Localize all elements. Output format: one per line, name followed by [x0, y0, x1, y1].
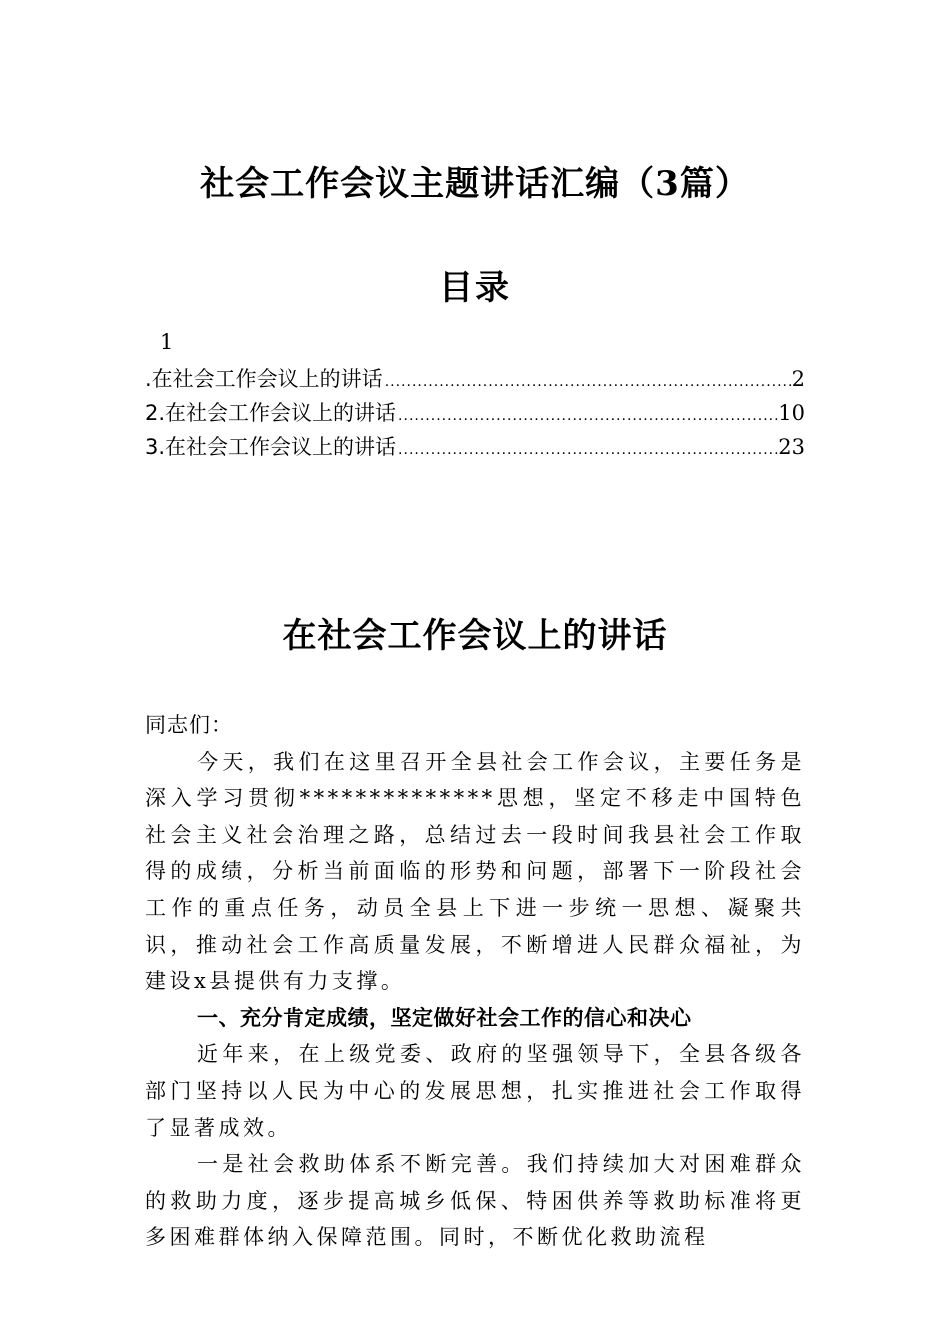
speech-title: 在社会工作会议上的讲话 — [282, 616, 668, 656]
toc-leader-dots — [396, 399, 778, 433]
section-heading-1: 一、充分肯定成绩，坚定做好社会工作的信心和决心 — [197, 1005, 692, 1030]
body-paragraph: 近年来，在上级党委、政府的坚强领导下，全县各级各部门坚持以人民为中心的发展思想，扎实推进社会工作取得了显著成效。 — [145, 1042, 805, 1140]
document-title: 社会工作会议主题讲话汇编（3篇） — [200, 164, 750, 204]
toc-entry-1[interactable] — [145, 362, 805, 396]
intro-paragraph: 今天，我们在这里召开全县社会工作会议，主要任务是深入学习贯彻**************思想，坚定不移走中国特色社会主义社会治理之路，总结过去一段时间我县社会工作取得的成绩，分析当前面临的形势和问题，部署下一阶段社会工作的重点任务，动员全县上下进一步统一思想、凝聚共识，推动社会工作高质量发展，不断增进人民群众福祉，为建设x县提供有力支撑。 — [145, 749, 805, 994]
toc-entry-page: 2 — [791, 367, 805, 391]
toc-entry-page: 23 — [778, 435, 805, 459]
toc-entry-label: .在社会工作会议上的讲话 — [145, 367, 383, 391]
toc-entry-3[interactable] — [145, 430, 805, 464]
toc-entry-label: 3.在社会工作会议上的讲话 — [145, 435, 397, 459]
toc-entry-label: 2.在社会工作会议上的讲话 — [145, 401, 397, 425]
table-of-contents — [145, 362, 805, 464]
toc-entry-2[interactable] — [145, 396, 805, 430]
toc-leader-dots — [396, 433, 778, 467]
toc-first-number: 1 — [160, 330, 174, 354]
body-paragraph: 一是社会救助体系不断完善。我们持续加大对困难群众的救助力度，逐步提高城乡低保、特困供养等救助标准将更多困难群体纳入保障范围。同时，不断优化救助流程 — [145, 1152, 805, 1250]
speech-body — [145, 707, 805, 1256]
toc-heading: 目录 — [439, 268, 511, 308]
salutation: 同志们： — [145, 713, 233, 737]
toc-leader-dots — [383, 365, 792, 399]
toc-entry-page: 10 — [778, 401, 805, 425]
